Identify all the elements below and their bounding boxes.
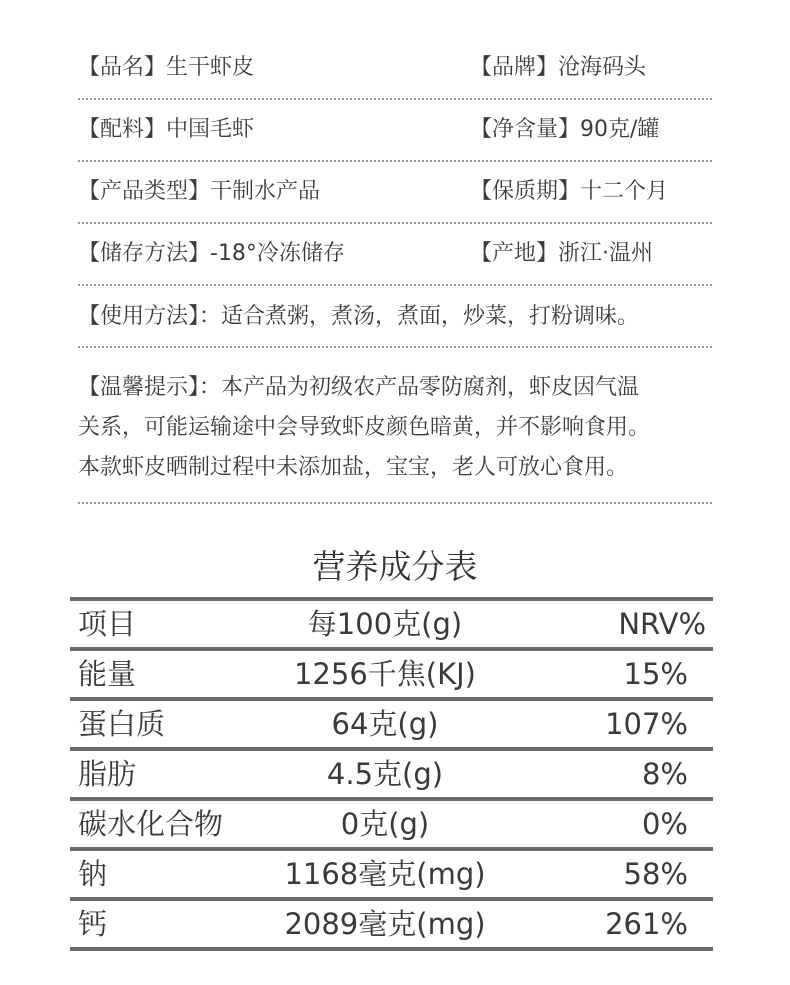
nutrient-amount: 2089毫克(mg) — [284, 907, 486, 941]
table-row — [70, 851, 713, 901]
nutrient-nrv: 261% — [605, 907, 688, 941]
nutrient-nrv: 58% — [623, 857, 688, 891]
header-per100: 每100克(g) — [307, 607, 463, 641]
nutrition-table — [70, 597, 713, 951]
nutrient-name: 钙 — [78, 907, 108, 941]
info-row — [78, 224, 712, 286]
nutrient-name: 能量 — [78, 657, 137, 691]
nutrient-amount: 1168毫克(mg) — [284, 857, 486, 891]
shelf-life: 【保质期】十二个月 — [470, 179, 669, 204]
product-type: 【产品类型】干制水产品 — [78, 179, 321, 204]
usage-text: 【使用方法】：适合煮粥，煮汤，煮面，炒菜，打粉调味。 — [78, 304, 640, 329]
info-row — [78, 162, 712, 224]
header-item: 项目 — [78, 607, 137, 641]
table-row — [70, 751, 713, 801]
tips-line: 【温馨提示】：本产品为初级农产品零防腐剂，虾皮因气温 — [78, 375, 640, 400]
origin: 【产地】浙江·温州 — [470, 241, 653, 266]
nutrient-name: 碳水化合物 — [78, 807, 224, 841]
nutrient-amount: 64克(g) — [331, 707, 439, 741]
tips-line: 本款虾皮晒制过程中未添加盐，宝宝，老人可放心食用。 — [78, 455, 629, 480]
info-row — [78, 100, 712, 162]
product-info — [78, 38, 712, 504]
tips-row — [78, 348, 712, 504]
nutrient-nrv: 8% — [641, 757, 688, 791]
nutrient-nrv: 0% — [641, 807, 688, 841]
nutrition-title: 营养成分表 — [312, 547, 478, 586]
nutrient-nrv: 15% — [623, 657, 688, 691]
net-weight: 【净含量】90克/罐 — [470, 117, 660, 142]
nutrient-name: 脂肪 — [78, 757, 137, 791]
table-row — [70, 801, 713, 851]
nutrient-amount: 0克(g) — [340, 807, 430, 841]
nutrient-name: 蛋白质 — [78, 707, 166, 741]
nutrient-amount: 4.5克(g) — [326, 757, 444, 791]
table-header-row — [70, 601, 713, 651]
nutrient-nrv: 107% — [605, 707, 688, 741]
ingredients: 【配料】中国毛虾 — [78, 117, 255, 142]
nutrient-amount: 1256千焦(KJ) — [293, 657, 476, 691]
header-nrv: NRV% — [618, 607, 706, 641]
table-row — [70, 901, 713, 951]
storage-method: 【储存方法】-18°冷冻储存 — [78, 241, 345, 266]
table-row — [70, 701, 713, 751]
brand: 【品牌】沧海码头 — [470, 55, 647, 80]
tips-line: 关系，可能运输途中会导致虾皮颜色暗黄，并不影响食用。 — [78, 415, 651, 440]
product-name: 【品名】生干虾皮 — [78, 55, 255, 80]
nutrient-name: 钠 — [78, 857, 108, 891]
table-row — [70, 651, 713, 701]
info-row — [78, 38, 712, 100]
usage-row — [78, 286, 712, 348]
